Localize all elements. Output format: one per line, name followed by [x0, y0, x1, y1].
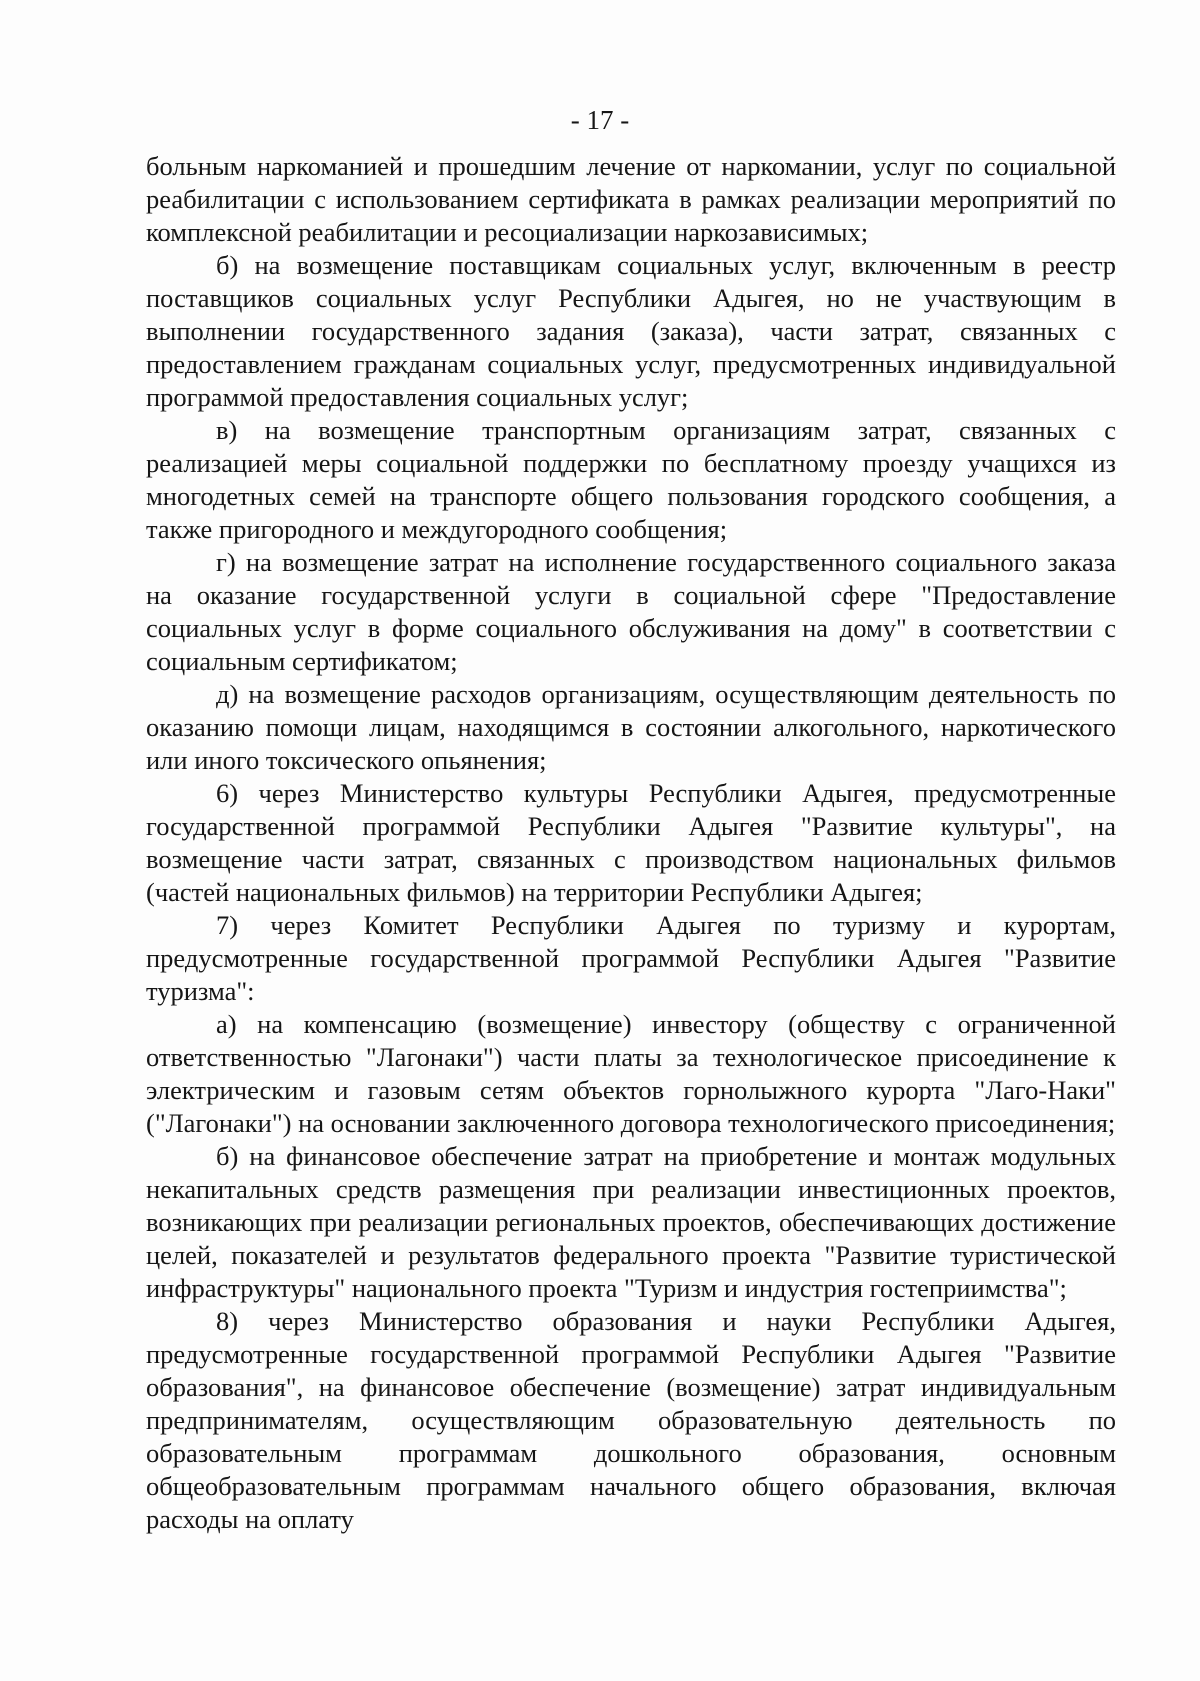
paragraph-item-d-assistance: д) на возмещение расходов организациям, осуществляющим деятельность по оказанию помощи лицам, находящимся в состоянии алкогольного, наркотического или иного токсического опьянения;	[146, 679, 1116, 775]
paragraph-continuation: больным наркоманией и прошедшим лечение от наркомании, услуг по социальной реабилитации с использованием сертификата в рамках реализации мероприятий по комплексной реабилитации и ресоциализации наркозависимых;	[146, 151, 1116, 247]
page-number: - 17 -	[570, 105, 630, 135]
paragraph-item-g-social-order: г) на возмещение затрат на исполнение государственного социального заказа на оказание государственной услуги в социальной сфере "Предоставление социальных услуг в форме социального обслуживания на дому" в соответствии с социальным сертификатом;	[146, 547, 1116, 676]
paragraph-item-b-modular-facilities: б) на финансовое обеспечение затрат на приобретение и монтаж модульных некапитальных средств размещения при реализации инвестиционных проектов, возникающих при реализации региональных проектов, обеспечивающих достижение целей, показателей и результатов федерального проекта "Развитие туристической инфраструктуры" национального проекта "Туризм и индустрия гостеприимства";	[146, 1141, 1116, 1303]
paragraph-item-b-social-services: б) на возмещение поставщикам социальных услуг, включенным в реестр поставщиков социальных услуг Республики Адыгея, но не участвующим в выполнении государственного задания (заказа), части затрат, связанных с предоставлением гражданам социальных услуг, предусмотренных индивидуальной программой предоставления социальных услуг;	[146, 250, 1116, 412]
paragraph-item-8-education: 8) через Министерство образования и науки Республики Адыгея, предусмотренные государственной программой Республики Адыгея "Развитие образования", на финансовое обеспечение (возмещение) затрат индивидуальным предпринимателям, осуществляющим образовательную деятельность по образовательным программам дошкольного образования, основным общеобразовательным программам начального общего образования, включая расходы на оплату	[146, 1306, 1116, 1534]
paragraph-item-v-transport: в) на возмещение транспортным организациям затрат, связанных с реализацией меры социальной поддержки по бесплатному проезду учащихся из многодетных семей на транспорте общего пользования городского сообщения, а также пригородного и междугородного сообщения;	[146, 415, 1116, 544]
paragraph-item-7-tourism: 7) через Комитет Республики Адыгея по туризму и курортам, предусмотренные государственной программой Республики Адыгея "Развитие туризма":	[146, 910, 1116, 1006]
document-body	[146, 150, 1116, 1536]
paragraph-item-a-lagonaki: а) на компенсацию (возмещение) инвестору (обществу с ограниченной ответственностью "Лагонаки") части платы за технологическое присоединение к электрическим и газовым сетям объектов горнолыжного курорта "Лаго-Наки" ("Лагонаки") на основании заключенного договора технологического присоединения;	[146, 1009, 1116, 1138]
paragraph-item-6-culture: 6) через Министерство культуры Республики Адыгея, предусмотренные государственной программой Республики Адыгея "Развитие культуры", на возмещение части затрат, связанных с производством национальных фильмов (частей национальных фильмов) на территории Республики Адыгея;	[146, 778, 1116, 907]
